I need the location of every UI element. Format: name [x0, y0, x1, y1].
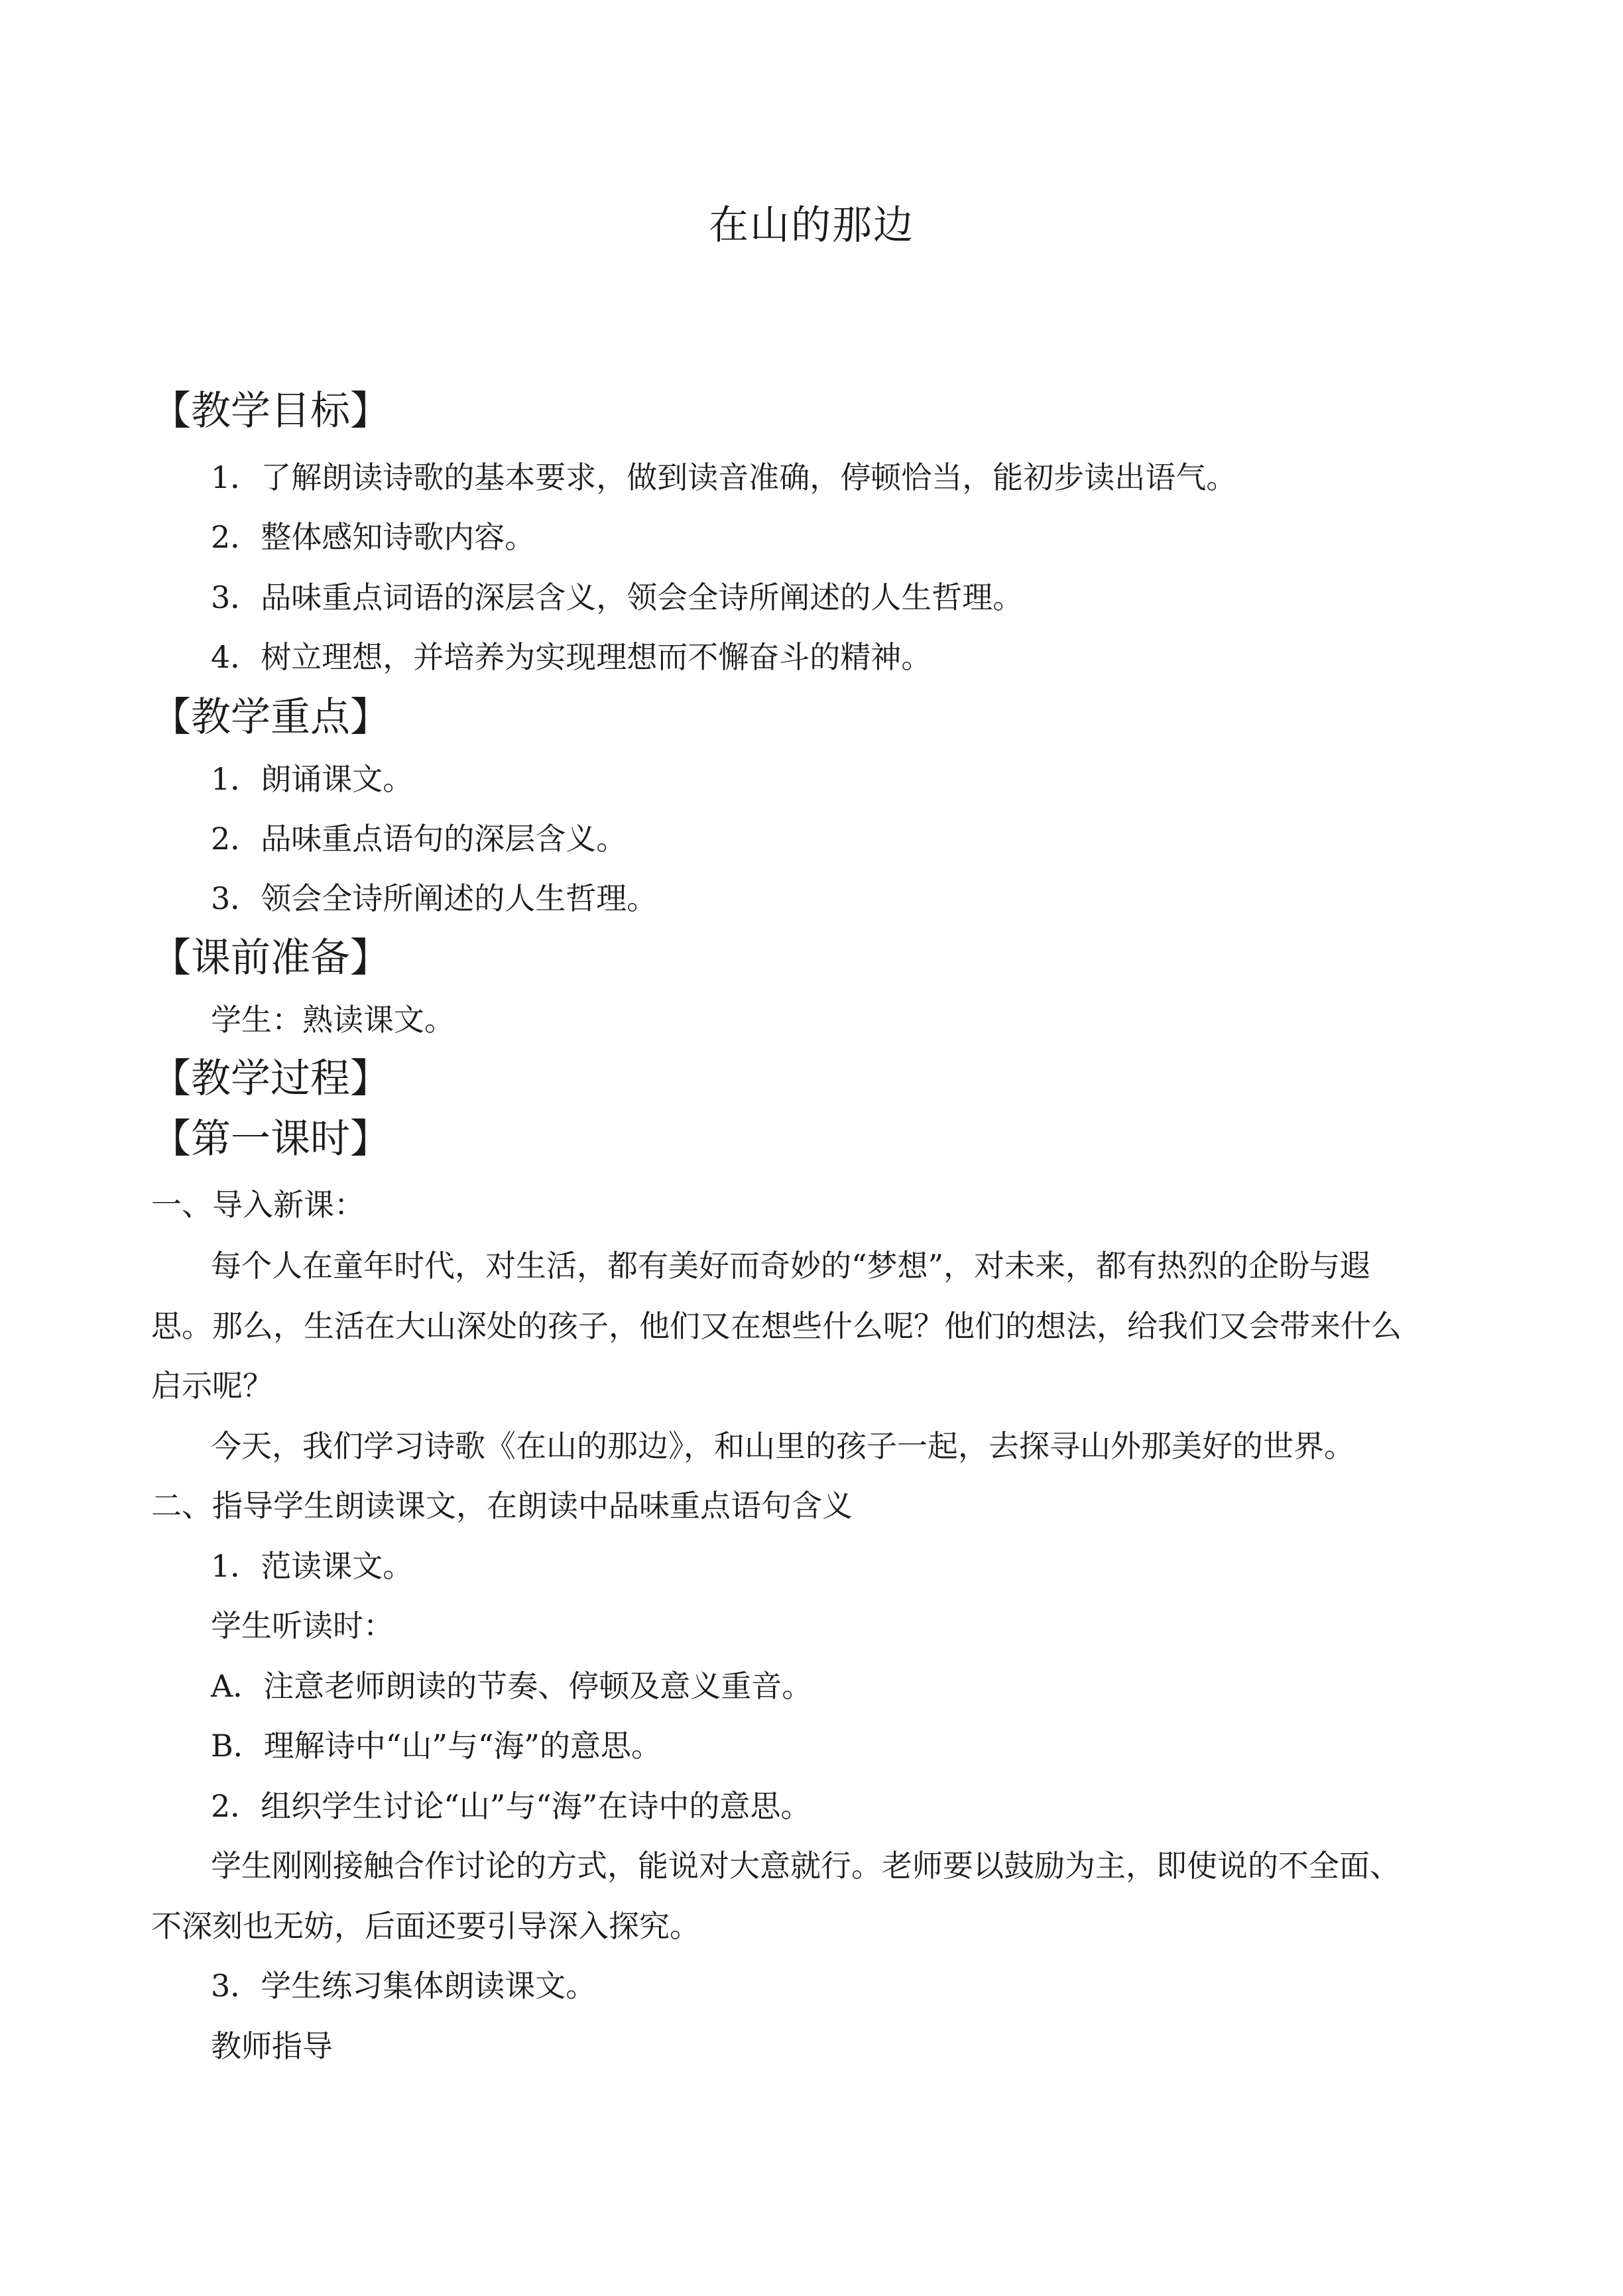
paragraph-line: 启示呢？ [151, 1368, 273, 1404]
prep-text: 学生：熟读课文。 [211, 1002, 455, 1038]
part2-item: B．理解诗中“山”与“海”的意思。 [211, 1728, 662, 1764]
section-heading-objectives: 【教学目标】 [151, 388, 390, 434]
objective-item: 1．了解朗读诗歌的基本要求，做到读音准确，停顿恰当，能初步读出语气。 [211, 459, 1237, 495]
paragraph-line: 思。那么，生活在大山深处的孩子，他们又在想些什么呢？他们的想法，给我们又会带来什么 [151, 1308, 1402, 1344]
part2-title: 二、指导学生朗读课文，在朗读中品味重点语句含义 [151, 1488, 853, 1524]
paragraph-line: 不深刻也无妨，后面还要引导深入探究。 [151, 1908, 700, 1944]
keypoint-item: 1．朗诵课文。 [211, 761, 414, 797]
objective-item: 2．整体感知诗歌内容。 [211, 519, 536, 555]
page-title: 在山的那边 [709, 202, 914, 249]
part2-item: 2．组织学生讨论“山”与“海”在诗中的意思。 [211, 1788, 812, 1824]
objective-item: 4．树立理想，并培养为实现理想而不懈奋斗的精神。 [211, 639, 932, 675]
section-heading-lesson1: 【第一课时】 [151, 1116, 390, 1162]
section-heading-process: 【教学过程】 [151, 1056, 390, 1102]
keypoint-item: 3．领会全诗所阐述的人生哲理。 [211, 880, 658, 916]
paragraph-line: 今天，我们学习诗歌《在山的那边》，和山里的孩子一起，去探寻山外那美好的世界。 [211, 1428, 1354, 1464]
objective-item: 3．品味重点词语的深层含义，领会全诗所阐述的人生哲理。 [211, 579, 1024, 615]
part2-item: 学生听读时： [211, 1608, 394, 1644]
part2-item: 1．范读课文。 [211, 1548, 414, 1584]
section-heading-prep: 【课前准备】 [151, 935, 390, 981]
paragraph-line: 每个人在童年时代，对生活，都有美好而奇妙的“梦想”，对未来，都有热烈的企盼与遐 [211, 1248, 1371, 1284]
paragraph-line: 学生刚刚接触合作讨论的方式，能说对大意就行。老师要以鼓励为主，即使说的不全面、 [211, 1848, 1400, 1884]
part2-item: 3．学生练习集体朗读课文。 [211, 1968, 597, 2004]
part1-title: 一、导入新课： [151, 1187, 365, 1223]
part2-item: A．注意老师朗读的节奏、停顿及意义重音。 [211, 1668, 813, 1704]
part2-item: 教师指导 [211, 2028, 333, 2064]
keypoint-item: 2．品味重点语句的深层含义。 [211, 821, 627, 857]
section-heading-keypoints: 【教学重点】 [151, 694, 390, 741]
